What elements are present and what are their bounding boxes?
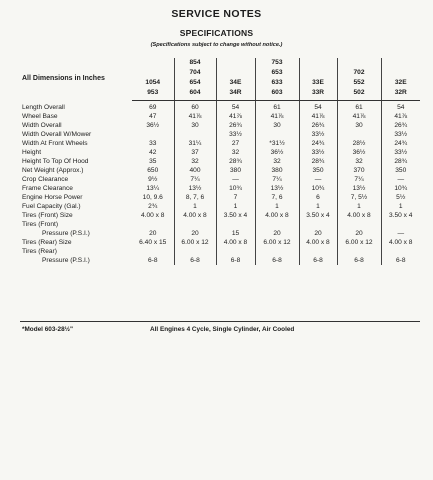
spec-value-cell: 32 — [174, 157, 216, 166]
row-label: Tires (Front) — [22, 221, 59, 228]
row-label: Engine Horse Power — [22, 194, 83, 201]
model-header-cell: 33E — [299, 78, 337, 88]
spec-value-cell: 30 — [337, 121, 381, 130]
spec-value-cell — [132, 130, 174, 139]
spec-value-cell: 4.00 x 8 — [174, 211, 216, 220]
table-row — [20, 193, 420, 202]
spec-value-cell: 54 — [216, 101, 255, 113]
spec-value-cell: — — [216, 175, 255, 184]
spec-value-cell: 1 — [381, 202, 420, 211]
spec-value-cell: 13½ — [174, 184, 216, 193]
table-row — [20, 121, 420, 130]
spec-value-cell: 5½ — [381, 193, 420, 202]
row-label: Height — [22, 149, 42, 156]
spec-value-cell: 10¾ — [299, 184, 337, 193]
table-row — [20, 148, 420, 157]
model-header-cell: 502 — [337, 88, 381, 101]
spec-value-cell: 36½ — [337, 148, 381, 157]
spec-value-cell — [216, 247, 255, 256]
spec-value-cell: 42 — [149, 149, 157, 156]
spec-value-cell: 4.00 x 8 — [299, 238, 337, 247]
spec-value-cell: 7, 5½ — [337, 193, 381, 202]
page-title: SERVICE NOTES — [171, 8, 262, 20]
table-row — [20, 229, 420, 238]
row-label: Net Weight (Approx.) — [22, 167, 84, 174]
spec-value-cell: — — [299, 175, 337, 184]
spec-value-cell: 41⅞ — [216, 112, 255, 121]
spec-value-cell: 27 — [216, 139, 255, 148]
spec-value-cell: 41⅞ — [174, 112, 216, 121]
spec-value-cell: 33½ — [216, 130, 255, 139]
spec-value-cell — [174, 247, 216, 256]
model-header-cell — [216, 68, 255, 78]
spec-value-cell: 4.00 x 8 — [255, 211, 299, 220]
row-label: Crop Clearance — [22, 176, 69, 183]
table-bottom-rule — [20, 321, 420, 322]
model-header-cell: 854 — [174, 58, 216, 68]
spec-value-cell: 32 — [255, 157, 299, 166]
spec-value-cell: 380 — [255, 166, 299, 175]
spec-value-cell — [216, 220, 255, 229]
spec-value-cell: 28¾ — [381, 157, 420, 166]
spec-value-cell — [337, 247, 381, 256]
model-header-cell — [216, 58, 255, 68]
row-label: Tires (Rear) — [22, 248, 57, 255]
spec-value-cell: 8, 7, 6 — [174, 193, 216, 202]
spec-value-cell — [381, 220, 420, 229]
spec-value-cell — [337, 130, 381, 139]
spec-value-cell — [174, 130, 216, 139]
model-header-cell: 753 — [255, 58, 299, 68]
spec-value-cell: 37 — [174, 148, 216, 157]
spec-value-cell: 4.00 x 8 — [216, 238, 255, 247]
model-header-cell: 704 — [174, 68, 216, 78]
spec-value-cell: 60 — [174, 101, 216, 113]
row-label: Width Overall W/Mower — [22, 131, 92, 138]
spec-value-cell — [132, 220, 174, 229]
spec-value-cell: 3.50 x 4 — [299, 211, 337, 220]
spec-value-cell: 6.00 x 12 — [255, 238, 299, 247]
model-header-cell: 702 — [337, 68, 381, 78]
model-header-cell: 34E — [216, 78, 255, 88]
spec-value-cell: *31½ — [255, 139, 299, 148]
spec-value-cell: 41⅞ — [381, 112, 420, 121]
spec-value-cell — [255, 130, 299, 139]
model-header-cell: 654 — [174, 78, 216, 88]
model-header-cell — [132, 58, 174, 68]
table-row — [20, 184, 420, 193]
model-header-cell: 33R — [299, 88, 337, 101]
spec-value-cell: 7¼ — [174, 175, 216, 184]
spec-value-cell: 9½ — [148, 176, 158, 183]
model-header-cell: 603 — [255, 88, 299, 101]
row-label: Tires (Front) Size — [22, 212, 73, 219]
spec-value-cell: 69 — [149, 104, 157, 111]
model-header-cell: 953 — [132, 88, 174, 101]
table-row — [20, 130, 420, 139]
spec-value-cell: 6-8 — [381, 256, 420, 265]
spec-value-cell: 7¼ — [337, 175, 381, 184]
row-label: Tires (Rear) Size — [22, 239, 72, 246]
page-subtitle: SPECIFICATIONS — [179, 28, 254, 38]
spec-value-cell: 28¾ — [216, 157, 255, 166]
spec-value-cell: 61 — [337, 101, 381, 113]
spec-value-cell: 61 — [255, 101, 299, 113]
spec-value-cell — [337, 220, 381, 229]
table-row — [20, 211, 420, 220]
spec-value-cell: 30 — [174, 121, 216, 130]
spec-value-cell — [255, 247, 299, 256]
spec-value-cell: 350 — [381, 166, 420, 175]
model-header-cell: 604 — [174, 88, 216, 101]
spec-value-cell: 24¾ — [381, 139, 420, 148]
engines-footnote: All Engines 4 Cycle, Single Cylinder, Air Cooled — [150, 326, 295, 333]
row-label: Width At Front Wheels — [22, 140, 88, 147]
spec-value-cell: 10¾ — [216, 184, 255, 193]
model-header-cell — [132, 68, 174, 78]
row-label: Pressure (P.S.I.) — [42, 257, 90, 264]
spec-value-cell: 650 — [147, 167, 159, 174]
spec-value-cell: 380 — [216, 166, 255, 175]
model-header-cell: 1054 — [145, 79, 161, 86]
spec-value-cell: 350 — [299, 166, 337, 175]
table-row — [20, 101, 420, 113]
spec-value-cell: 36½ — [146, 122, 160, 129]
table-header — [20, 58, 420, 101]
spec-value-cell: 10¾ — [381, 184, 420, 193]
row-label: Frame Clearance — [22, 185, 73, 192]
spec-value-cell: 6-8 — [337, 256, 381, 265]
spec-value-cell — [299, 220, 337, 229]
model-footnote: *Model 603-28½" — [22, 326, 73, 333]
model-header-cell — [381, 58, 420, 68]
spec-value-cell: 4.00 x 8 — [381, 238, 420, 247]
spec-value-cell: 26¾ — [216, 121, 255, 130]
spec-value-cell: 15 — [216, 229, 255, 238]
spec-value-cell: 33 — [149, 140, 157, 147]
spec-value-cell: 6.00 x 12 — [337, 238, 381, 247]
spec-value-cell: 7¼ — [255, 175, 299, 184]
spec-value-cell: 28¾ — [299, 157, 337, 166]
model-header-cell: 552 — [337, 78, 381, 88]
model-header-cell: 32E — [381, 78, 420, 88]
table-row — [20, 202, 420, 211]
spec-value-cell: 4.00 x 8 — [337, 211, 381, 220]
row-label: Wheel Base — [22, 113, 58, 120]
spec-value-cell: 6.00 x 12 — [174, 238, 216, 247]
spec-value-cell: 13¼ — [146, 185, 160, 192]
specification-note: (Specifications subject to change without notice.) — [150, 42, 283, 48]
row-label: Length Overall — [22, 103, 65, 111]
spec-value-cell: 3.50 x 4 — [216, 211, 255, 220]
spec-value-cell: 35 — [149, 158, 157, 165]
row-label: Height To Top Of Hood — [22, 158, 89, 165]
spec-value-cell: 2¾ — [148, 203, 158, 210]
spec-value-cell: 32 — [216, 148, 255, 157]
spec-value-cell: 20 — [299, 229, 337, 238]
spec-value-cell: 6-8 — [216, 256, 255, 265]
spec-value-cell: 6 — [299, 193, 337, 202]
spec-value-cell: 41⅞ — [299, 112, 337, 121]
table-row — [20, 112, 420, 121]
spec-value-cell: 1 — [255, 202, 299, 211]
spec-value-cell: 33½ — [381, 130, 420, 139]
model-header-cell — [299, 68, 337, 78]
spec-value-cell — [255, 220, 299, 229]
table-row — [20, 157, 420, 166]
spec-value-cell: 400 — [174, 166, 216, 175]
spec-value-cell: 1 — [337, 202, 381, 211]
spec-value-cell: 13½ — [337, 184, 381, 193]
spec-value-cell: 1 — [216, 202, 255, 211]
spec-value-cell: 30 — [255, 121, 299, 130]
spec-value-cell: 33½ — [381, 148, 420, 157]
table-row — [20, 238, 420, 247]
spec-value-cell: — — [381, 175, 420, 184]
spec-value-cell: 6-8 — [147, 257, 158, 264]
table-row — [20, 175, 420, 184]
spec-value-cell — [299, 247, 337, 256]
spec-value-cell: 3.50 x 4 — [381, 211, 420, 220]
spec-value-cell: 20 — [149, 230, 157, 237]
dimensions-label: All Dimensions in Inches — [22, 75, 105, 83]
spec-value-cell: 20 — [255, 229, 299, 238]
spec-value-cell: 33½ — [299, 130, 337, 139]
model-header-cell: 32R — [381, 88, 420, 101]
spec-value-cell: 20 — [337, 229, 381, 238]
spec-value-cell: 28½ — [337, 139, 381, 148]
spec-value-cell: 6.40 x 15 — [139, 239, 167, 246]
table-row — [20, 256, 420, 265]
spec-value-cell: 4.00 x 8 — [141, 212, 165, 219]
spec-value-cell: — — [381, 229, 420, 238]
spec-value-cell: 370 — [337, 166, 381, 175]
spec-value-cell: 6-8 — [174, 256, 216, 265]
spec-value-cell — [381, 247, 420, 256]
spec-value-cell — [132, 247, 174, 256]
spec-value-cell: 24¾ — [299, 139, 337, 148]
spec-value-cell: 7 — [216, 193, 255, 202]
spec-value-cell: 32 — [337, 157, 381, 166]
spec-value-cell — [174, 220, 216, 229]
spec-value-cell: 1 — [174, 202, 216, 211]
spec-value-cell: 6-8 — [299, 256, 337, 265]
table-body — [20, 101, 420, 266]
row-label: Fuel Capacity (Gal.) — [22, 203, 81, 210]
spec-value-cell: 1 — [299, 202, 337, 211]
spec-value-cell: 10, 9.6 — [142, 194, 163, 201]
model-header-cell: 653 — [255, 68, 299, 78]
spec-value-cell: 26¾ — [381, 121, 420, 130]
table-row — [20, 220, 420, 229]
table-row — [20, 139, 420, 148]
spec-value-cell: 54 — [299, 101, 337, 113]
row-label: Pressure (P.S.I.) — [42, 230, 90, 237]
spec-value-cell: 41⅞ — [337, 112, 381, 121]
model-header-cell — [381, 68, 420, 78]
spec-value-cell: 6-8 — [255, 256, 299, 265]
row-label: Width Overall — [22, 122, 62, 129]
spec-value-cell: 41⅞ — [255, 112, 299, 121]
model-header-cell: 34R — [216, 88, 255, 101]
table-row — [20, 247, 420, 256]
spec-value-cell: 26¾ — [299, 121, 337, 130]
spec-value-cell: 47 — [149, 113, 157, 120]
spec-value-cell: 54 — [381, 101, 420, 113]
specifications-table — [20, 58, 420, 265]
spec-value-cell: 20 — [174, 229, 216, 238]
spec-value-cell: 31¼ — [174, 139, 216, 148]
table-row — [20, 166, 420, 175]
spec-value-cell: 33½ — [299, 148, 337, 157]
spec-value-cell: 13½ — [255, 184, 299, 193]
spec-value-cell: 36½ — [255, 148, 299, 157]
model-header-cell — [337, 58, 381, 68]
spec-value-cell: 7, 6 — [255, 193, 299, 202]
model-header-cell — [299, 58, 337, 68]
model-header-cell: 633 — [255, 78, 299, 88]
